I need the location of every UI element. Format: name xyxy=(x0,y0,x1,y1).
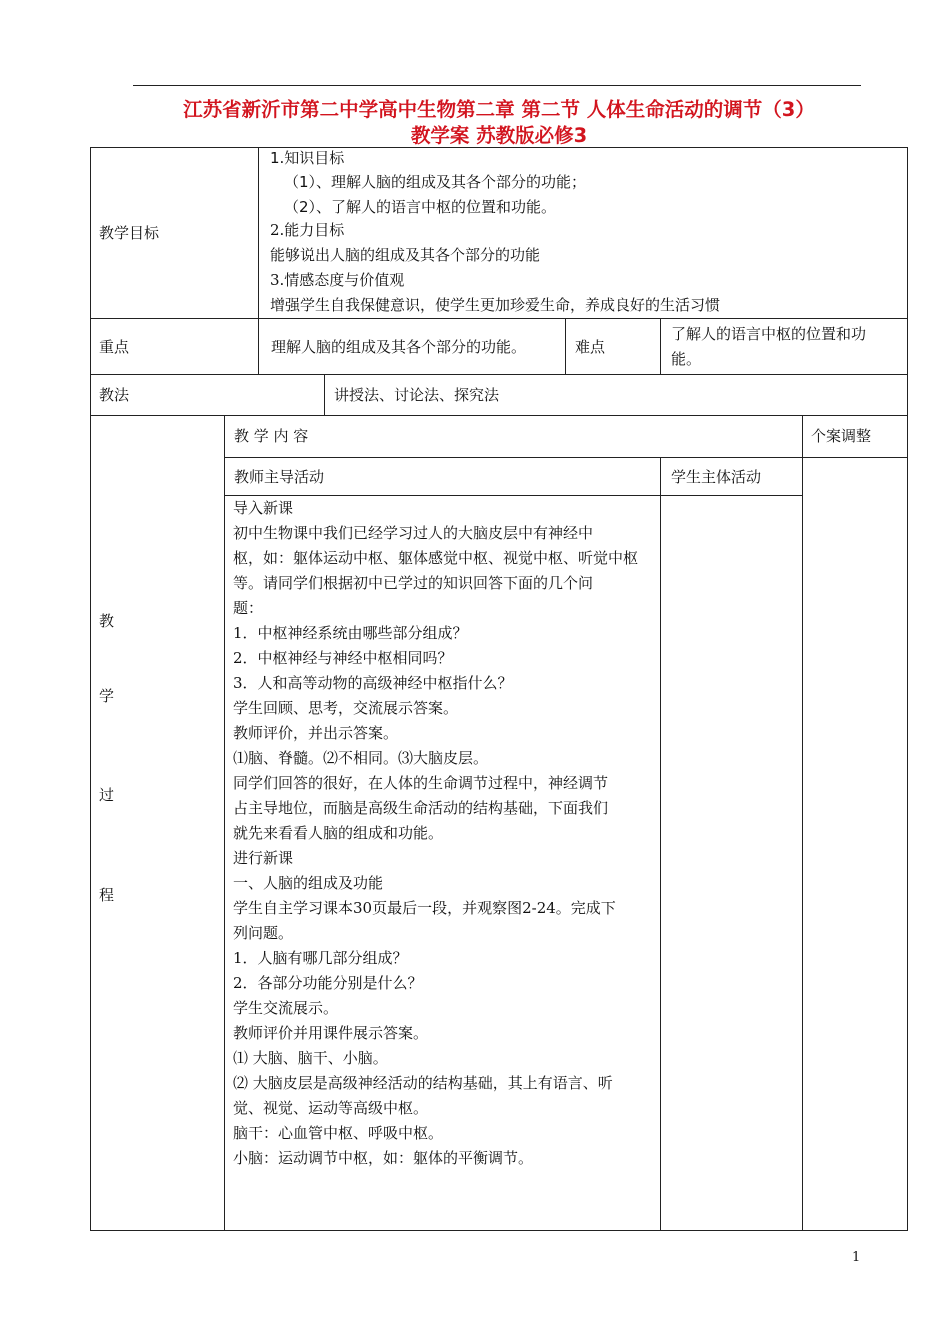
methods-label: 教法 xyxy=(99,386,130,404)
row-divider-content-header xyxy=(224,457,908,458)
difficulty-text-line1: 了解人的语言中枢的位置和功 xyxy=(671,325,867,343)
content-line: 列问题。 xyxy=(233,924,294,942)
content-line: 等。请同学们根据初中已学过的知识回答下面的几个问 xyxy=(233,574,594,592)
difficulty-label: 难点 xyxy=(575,338,606,356)
content-line: ⑴ 大脑、脑干、小脑。 xyxy=(233,1049,388,1067)
knowledge-heading: 1.知识目标 xyxy=(270,149,345,167)
content-line: 就先来看看人脑的组成和功能。 xyxy=(233,824,444,842)
process-label-char-4: 程 xyxy=(99,886,115,904)
difficulty-text-line2: 能。 xyxy=(671,350,702,368)
knowledge-item-1: （1）、理解人脑的组成及其各个部分的功能； xyxy=(284,173,587,191)
content-line: ⑵ 大脑皮层是高级神经活动的结构基础，其上有语言、听 xyxy=(233,1074,613,1092)
process-label-char-2: 学 xyxy=(99,687,115,705)
col-divider-process-label xyxy=(224,415,225,1231)
content-line: 教师评价并用课件展示答案。 xyxy=(233,1024,429,1042)
content-line: 学生回顾、思考，交流展示答案。 xyxy=(233,699,459,717)
content-line: 占主导地位，而脑是高级生命活动的结构基础，下面我们 xyxy=(233,799,609,817)
content-line: 进行新课 xyxy=(233,849,294,867)
content-line: 小脑：运动调节中枢，如：躯体的平衡调节。 xyxy=(233,1149,534,1167)
emotion-heading: 3.情感态度与价值观 xyxy=(270,271,405,289)
row-divider-keypoints xyxy=(90,374,908,375)
content-line: 一、人脑的组成及功能 xyxy=(233,874,384,892)
document-title: 江苏省新沂市第二中学高中生物第二章 第二节 人体生命活动的调节（3） xyxy=(183,98,815,121)
page-number: 1 xyxy=(852,1250,861,1265)
col-divider-objectives xyxy=(258,147,259,318)
content-line: ⑴脑、脊髓。⑵不相同。⑶大脑皮层。 xyxy=(233,749,489,767)
content-line: 学生自主学习课本30页最后一段，并观察图2-24。完成下 xyxy=(233,899,616,917)
student-activity-header: 学生主体活动 xyxy=(671,468,762,486)
header-rule xyxy=(133,85,861,86)
teacher-activity-header: 教师主导活动 xyxy=(234,468,325,486)
content-line: 1．人脑有哪几部分组成？ xyxy=(233,949,408,967)
knowledge-item-2: （2）、了解人的语言中枢的位置和功能。 xyxy=(284,198,557,216)
content-line: 2．中枢神经与神经中枢相同吗？ xyxy=(233,649,453,667)
content-line: 1．中枢神经系统由哪些部分组成？ xyxy=(233,624,468,642)
key-point-text: 理解人脑的组成及其各个部分的功能。 xyxy=(271,338,527,356)
col-divider-keypoint-text xyxy=(565,318,566,374)
col-divider-methods xyxy=(324,374,325,415)
col-divider-difficulty-label xyxy=(660,318,661,374)
objectives-label: 教学目标 xyxy=(99,224,160,242)
row-divider-methods xyxy=(90,415,908,416)
document-subtitle: 教学案 苏教版必修3 xyxy=(410,124,588,147)
col-divider-keypoint-label xyxy=(258,318,259,374)
content-header: 教 学 内 容 xyxy=(234,427,309,445)
content-line: 觉、视觉、运动等高级中枢。 xyxy=(233,1099,429,1117)
content-line: 导入新课 xyxy=(233,499,294,517)
content-line: 教师评价，并出示答案。 xyxy=(233,724,399,742)
col-divider-adjust xyxy=(802,415,803,1231)
content-line: 题： xyxy=(233,599,264,617)
emotion-text: 增强学生自我保健意识，使学生更加珍爱生命，养成良好的生活习惯 xyxy=(270,296,721,314)
content-line: 2．各部分功能分别是什么？ xyxy=(233,974,423,992)
content-line: 学生交流展示。 xyxy=(233,999,339,1017)
content-line: 初中生物课中我们已经学习过人的大脑皮层中有神经中 xyxy=(233,524,594,542)
ability-heading: 2.能力目标 xyxy=(270,221,345,239)
process-label-char-3: 过 xyxy=(99,786,115,804)
ability-text: 能够说出人脑的组成及其各个部分的功能 xyxy=(270,246,541,264)
teacher-activity-content xyxy=(233,496,638,1171)
adjust-header: 个案调整 xyxy=(811,427,872,445)
content-line: 枢，如：躯体运动中枢、躯体感觉中枢、视觉中枢、听觉中枢 xyxy=(233,549,639,567)
methods-text: 讲授法、讨论法、探究法 xyxy=(334,386,500,404)
content-line: 脑干：心血管中枢、呼吸中枢。 xyxy=(233,1124,444,1142)
key-point-label: 重点 xyxy=(99,338,130,356)
content-line: 3．人和高等动物的高级神经中枢指什么？ xyxy=(233,674,513,692)
col-divider-student xyxy=(660,457,661,1231)
content-line: 同学们回答的很好，在人体的生命调节过程中，神经调节 xyxy=(233,774,609,792)
process-label-char-1: 教 xyxy=(99,612,115,630)
row-divider-objectives xyxy=(90,318,908,319)
